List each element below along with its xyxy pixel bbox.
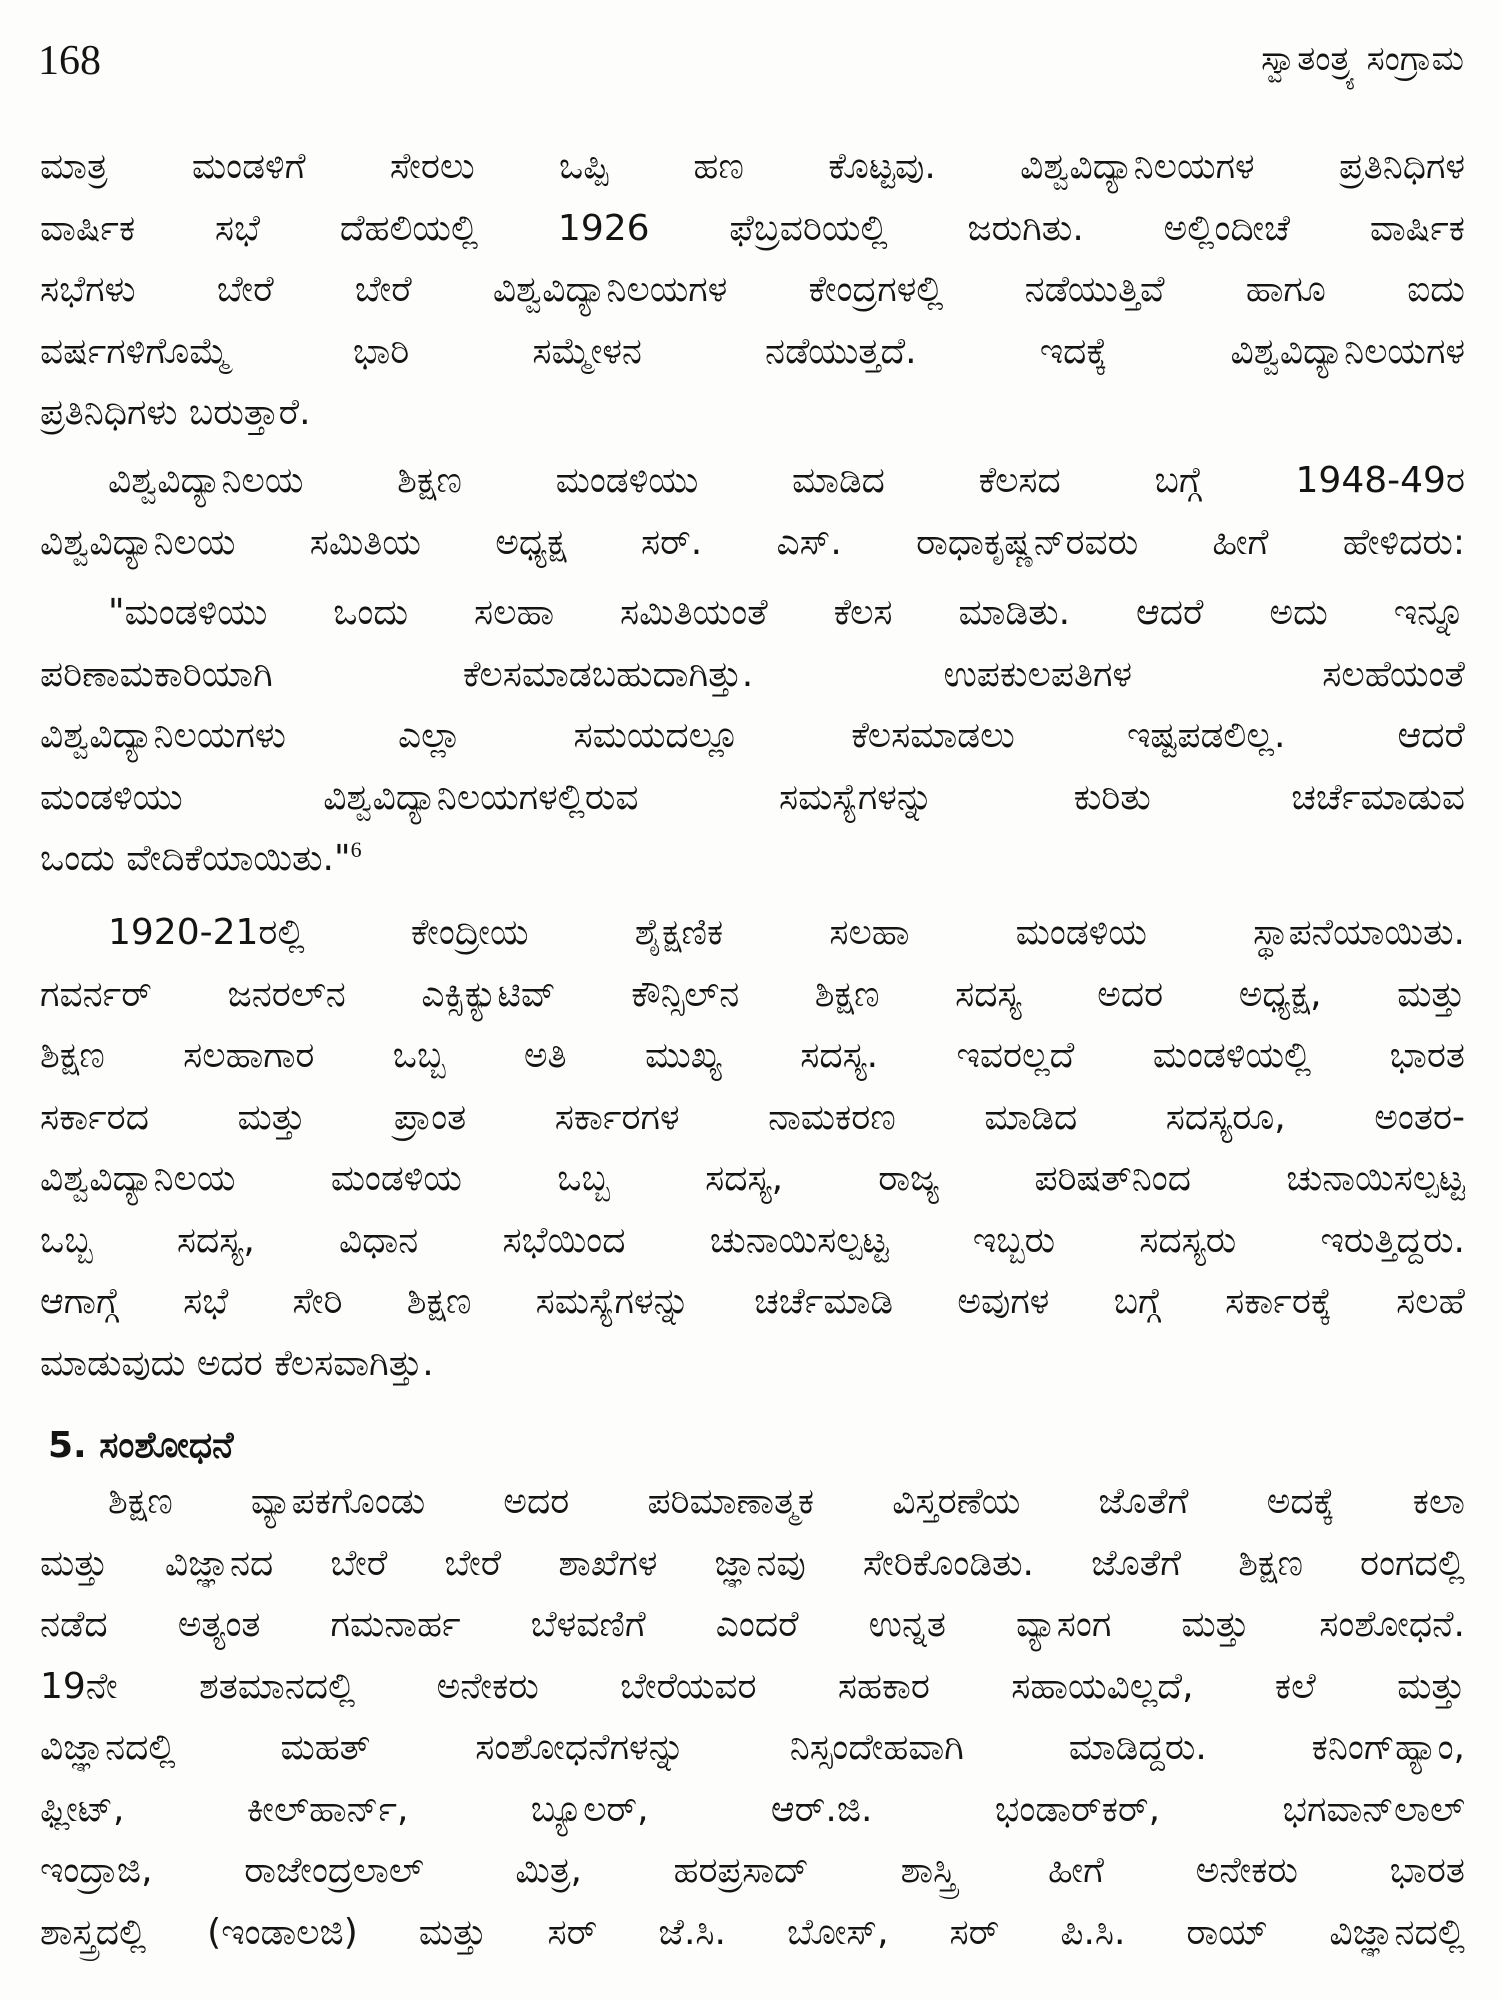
text-line: ಆಗಾಗ್ಗೆ ಸಭೆ ಸೇರಿ ಶಿಕ್ಷಣ ಸಮಸ್ಯೆಗಳನ್ನು ಚರ್ಚೆಮಾಡಿ ಅವುಗಳ ಬಗ್ಗೆ ಸರ್ಕಾರಕ್ಕೆ ಸಲಹೆ [40, 1281, 1465, 1322]
text-line: ವಿಶ್ವವಿದ್ಯಾನಿಲಯ ಸಮಿತಿಯ ಅಧ್ಯಕ್ಷ ಸರ್. ಎಸ್. ರಾಧಾಕೃಷ್ಣನ್‌ರವರು ಹೀಗೆ ಹೇಳಿದರು: [40, 521, 1465, 563]
text-line: ಶಾಸ್ತ್ರದಲ್ಲಿ (ಇಂಡಾಲಜಿ) ಮತ್ತು ಸರ್ ಜೆ.ಸಿ. ಬೋಸ್, ಸರ್ ಪಿ.ಸಿ. ರಾಯ್ ವಿಜ್ಞಾನದಲ್ಲಿ [40, 1911, 1465, 1953]
page-number: 168 [38, 38, 101, 84]
text-line: ಇಂದ್ರಾಜಿ, ರಾಜೇಂದ್ರಲಾಲ್ ಮಿತ್ರ, ಹರಪ್ರಸಾದ್ ಶಾಸ್ತ್ರಿ ಹೀಗೆ ಅನೇಕರು ಭಾರತ [40, 1850, 1465, 1891]
text-line: ವಿಶ್ವವಿದ್ಯಾನಿಲಯ ಮಂಡಳಿಯ ಒಬ್ಬ ಸದಸ್ಯ, ರಾಜ್ಯ ಪರಿಷತ್‌ನಿಂದ ಚುನಾಯಿಸಲ್ಪಟ್ಟ [40, 1158, 1465, 1199]
text-line: ಗವರ್ನರ್ ಜನರಲ್‌ನ ಎಕ್ಸಿಕ್ಯುಟಿವ್ ಕೌನ್ಸಿಲ್‌ನ ಶಿಕ್ಷಣ ಸದಸ್ಯ ಅದರ ಅಧ್ಯಕ್ಷ, ಮತ್ತು [40, 973, 1465, 1015]
text-line-content: ಒಂದು ವೇದಿಕೆಯಾಯಿತು." [40, 838, 351, 879]
paragraph-2 [40, 450, 1465, 573]
text-line: ಮಾಡುವುದು ಅದರ ಕೆಲಸವಾಗಿತ್ತು. [40, 1342, 434, 1384]
text-line: ಮಂಡಳಿಯು ವಿಶ್ವವಿದ್ಯಾನಿಲಯಗಳಲ್ಲಿರುವ ಸಮಸ್ಯೆಗಳನ್ನು ಕುರಿತು ಚರ್ಚೆಮಾಡುವ [40, 776, 1465, 818]
text-line: ವರ್ಷಗಳಿಗೊಮ್ಮೆ ಭಾರಿ ಸಮ್ಮೇಳನ ನಡೆಯುತ್ತದೆ. ಇದಕ್ಕೆ ವಿಶ್ವವಿದ್ಯಾನಿಲಯಗಳ [40, 330, 1465, 372]
text-line: ಸಭೆಗಳು ಬೇರೆ ಬೇರೆ ವಿಶ್ವವಿದ್ಯಾನಿಲಯಗಳ ಕೇಂದ್ರಗಳಲ್ಲಿ ನಡೆಯುತ್ತಿವೆ ಹಾಗೂ ಐದು [40, 269, 1465, 310]
text-line: ಶಿಕ್ಷಣ ವ್ಯಾಪಕಗೊಂಡು ಅದರ ಪರಿಮಾಣಾತ್ಮಕ ವಿಸ್ತರಣೆಯ ಜೊತೆಗೆ ಅದಕ್ಕೆ ಕಲಾ [108, 1481, 1465, 1522]
text-line: ಒಬ್ಬ ಸದಸ್ಯ, ವಿಧಾನ ಸಭೆಯಿಂದ ಚುನಾಯಿಸಲ್ಪಟ್ಟ ಇಬ್ಬರು ಸದಸ್ಯರು ಇರುತ್ತಿದ್ದರು. [40, 1219, 1465, 1261]
section-heading: 5. ಸಂಶೋಧನೆ [48, 1425, 234, 1466]
text-line: ಮಾತ್ರ ಮಂಡಳಿಗೆ ಸೇರಲು ಒಪ್ಪಿ ಹಣ ಕೊಟ್ಟವು. ವಿಶ್ವವಿದ್ಯಾನಿಲಯಗಳ ಪ್ರತಿನಿಧಿಗಳ [40, 146, 1465, 187]
footnote-reference: 6 [350, 837, 362, 862]
text-line: ಮತ್ತು ವಿಜ್ಞಾನದ ಬೇರೆ ಬೇರೆ ಶಾಖೆಗಳ ಜ್ಞಾನವು ಸೇರಿಕೊಂಡಿತು. ಜೊತೆಗೆ ಶಿಕ್ಷಣ ರಂಗದಲ್ಲಿ [40, 1542, 1465, 1584]
text-line: ವಾರ್ಷಿಕ ಸಭೆ ದೆಹಲಿಯಲ್ಲಿ 1926 ಫೆಬ್ರವರಿಯಲ್ಲಿ ಜರುಗಿತು. ಅಲ್ಲಿಂದೀಚೆ ವಾರ್ಷಿಕ [40, 207, 1465, 249]
text-line: ವಿಶ್ವವಿದ್ಯಾನಿಲಯ ಶಿಕ್ಷಣ ಮಂಡಳಿಯು ಮಾಡಿದ ಕೆಲಸದ ಬಗ್ಗೆ 1948-49ರ [108, 460, 1465, 501]
paragraph-4 [40, 1471, 1465, 1963]
running-title: ಸ್ವಾತಂತ್ರ್ಯ ಸಂಗ್ರಾಮ [1261, 39, 1464, 79]
text-line: ಪರಿಣಾಮಕಾರಿಯಾಗಿ ಕೆಲಸಮಾಡಬಹುದಾಗಿತ್ತು. ಉಪಕುಲಪತಿಗಳ ಸಲಹೆಯಂತೆ [40, 653, 1465, 695]
text-line: "ಮಂಡಳಿಯು ಒಂದು ಸಲಹಾ ಸಮಿತಿಯಂತೆ ಕೆಲಸ ಮಾಡಿತು. ಆದರೆ ಅದು ಇನ್ನೂ [108, 592, 1465, 633]
text-line: ಶಿಕ್ಷಣ ಸಲಹಾಗಾರ ಒಬ್ಬ ಅತಿ ಮುಖ್ಯ ಸದಸ್ಯ. ಇವರಲ್ಲದೆ ಮಂಡಳಿಯಲ್ಲಿ ಭಾರತ [40, 1035, 1465, 1076]
block-quote [40, 582, 1465, 890]
text-line: ವಿಜ್ಞಾನದಲ್ಲಿ ಮಹತ್ ಸಂಶೋಧನೆಗಳನ್ನು ನಿಸ್ಸಂದೇಹವಾಗಿ ಮಾಡಿದ್ದರು. ಕನಿಂಗ್‌ಹ್ಯಾಂ, [40, 1727, 1465, 1768]
text-line: ನಡೆದ ಅತ್ಯಂತ ಗಮನಾರ್ಹ ಬೆಳವಣಿಗೆ ಎಂದರೆ ಉನ್ನತ ವ್ಯಾಸಂಗ ಮತ್ತು ಸಂಶೋಧನೆ. [40, 1604, 1465, 1645]
paragraph-1 [40, 136, 1465, 444]
text-line [40, 828, 1465, 890]
text-line: ಪ್ರತಿನಿಧಿಗಳು ಬರುತ್ತಾರೆ. [40, 392, 311, 433]
text-line: ಸರ್ಕಾರದ ಮತ್ತು ಪ್ರಾಂತ ಸರ್ಕಾರಗಳ ನಾಮಕರಣ ಮಾಡಿದ ಸದಸ್ಯರೂ, ಅಂತರ- [40, 1096, 1465, 1138]
text-line: 1920-21ರಲ್ಲಿ ಕೇಂದ್ರೀಯ ಶೈಕ್ಷಣಿಕ ಸಲಹಾ ಮಂಡಳಿಯ ಸ್ಥಾಪನೆಯಾಯಿತು. [108, 912, 1465, 953]
text-line: ಫ್ಲೀಟ್, ಕೀಲ್‌ಹಾರ್ನ್, ಬ್ಯೂಲರ್, ಆರ್.ಜಿ. ಭಂಡಾರ್‌ಕರ್, ಭಗವಾನ್‌ಲಾಲ್ [40, 1788, 1465, 1830]
paragraph-3 [40, 902, 1465, 1394]
text-line: ವಿಶ್ವವಿದ್ಯಾನಿಲಯಗಳು ಎಲ್ಲಾ ಸಮಯದಲ್ಲೂ ಕೆಲಸಮಾಡಲು ಇಷ್ಟಪಡಲಿಲ್ಲ. ಆದರೆ [40, 715, 1465, 756]
text-line: 19ನೇ ಶತಮಾನದಲ್ಲಿ ಅನೇಕರು ಬೇರೆಯವರ ಸಹಕಾರ ಸಹಾಯವಿಲ್ಲದೆ, ಕಲೆ ಮತ್ತು [40, 1665, 1465, 1707]
